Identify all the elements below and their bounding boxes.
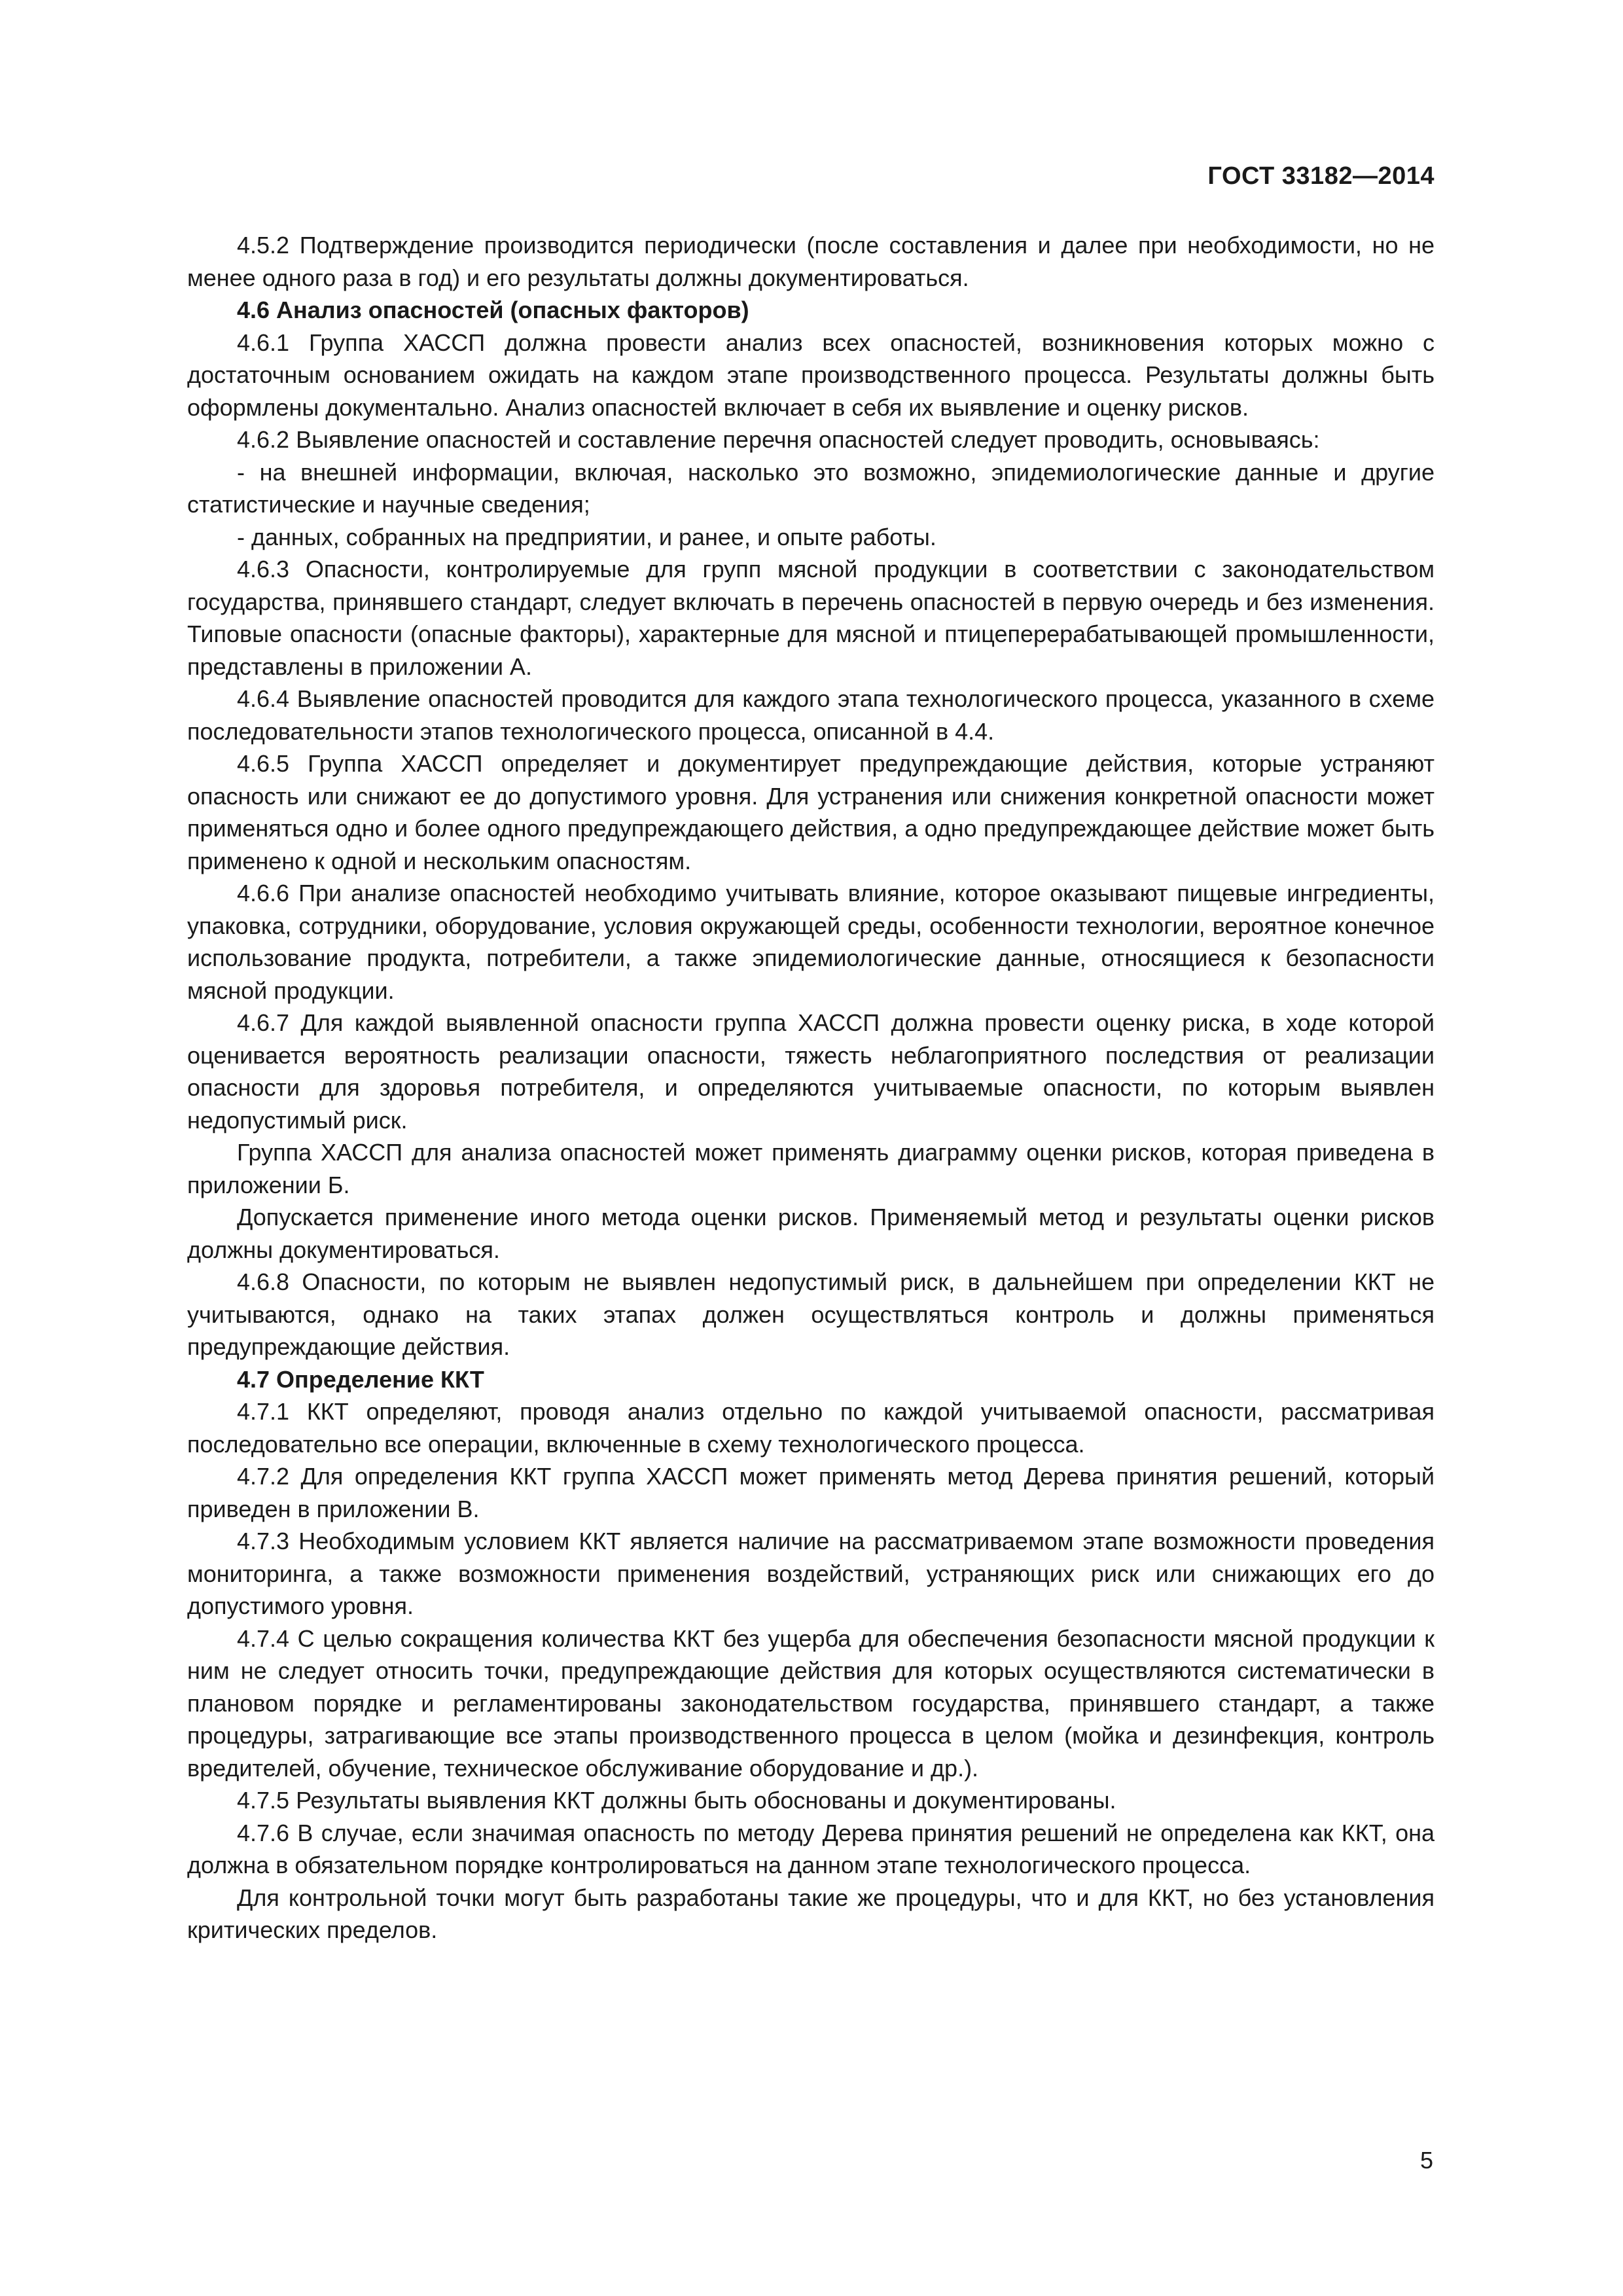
paragraph-4-7-5: 4.7.5 Результаты выявления ККТ должны быть обоснованы и документированы.	[237, 1787, 1116, 1814]
paragraph-4-7-1: 4.7.1 ККТ определяют, проводя анализ отдельно по каждой учитываемой опасности, рассматривая последовательно все операции, включенные в схему технологического процесса.	[187, 1398, 1435, 1458]
section-heading-4-7: 4.7 Определение ККТ	[237, 1365, 484, 1393]
paragraph-4-6-7-other-method: Допускается применение иного метода оценки рисков. Применяемый метод и результаты оценки рисков должны документироваться.	[187, 1204, 1435, 1263]
paragraph-4-6-6: 4.6.6 При анализе опасностей необходимо учитывать влияние, которое оказывают пищевые ингредиенты, упаковка, сотрудники, оборудование, условия окружающей среды, особенности технологии, вероятное конечное использование продукта, потребители, а также эпидемиологические данные, относящиеся к безопасности мясной продукции.	[187, 880, 1435, 1004]
section-heading-4-6: 4.6 Анализ опасностей (опасных факторов)	[237, 296, 749, 323]
paragraph-4-6-2: 4.6.2 Выявление опасностей и составление перечня опасностей следует проводить, основываясь:	[237, 426, 1320, 453]
paragraph-4-6-1: 4.6.1 Группа ХАССП должна провести анализ всех опасностей, возникновения которых можно с достаточным основанием ожидать на каждом этапе производственного процесса. Результаты должны быть оформлены документально. Анализ опасностей включает в себя их выявление и оценку рисков.	[187, 329, 1435, 421]
list-item-external-info: - на внешней информации, включая, насколько это возможно, эпидемиологические данные и другие статистические и научные сведения;	[187, 458, 1435, 518]
paragraph-4-6-8: 4.6.8 Опасности, по которым не выявлен недопустимый риск, в дальнейшем при определении ККТ не учитываются, однако на таких этапах должен осуществляться контроль и должны применяться предупреждающие действия.	[187, 1268, 1435, 1360]
paragraph-4-6-7: 4.6.7 Для каждой выявленной опасности группа ХАССП должна провести оценку риска, в ходе которой оценивается вероятность реализации опасности, тяжесть неблагоприятного последствия от реализации опасности для здоровья потребителя, и определяются учитываемые опасности, по которым выявлен недопустимый риск.	[187, 1009, 1435, 1134]
page-number: 5	[1419, 2147, 1433, 2174]
paragraph-4-5-2: 4.5.2 Подтверждение производится периодически (после составления и далее при необходимости, но не менее одного раза в год) и его результаты должны документироваться.	[187, 232, 1435, 291]
paragraph-4-7-2: 4.7.2 Для определения ККТ группа ХАССП может применять метод Дерева принятия решений, который приведен в приложении В.	[187, 1463, 1435, 1522]
paragraph-4-7-3: 4.7.3 Необходимым условием ККТ является наличие на рассматриваемом этапе возможности проведения мониторинга, а также возможности применения воздействий, устраняющих риск или снижающих его до допустимого уровня.	[187, 1528, 1435, 1619]
paragraph-4-6-7-risk-diagram: Группа ХАССП для анализа опасностей может применять диаграмму оценки рисков, которая приведена в приложении Б.	[187, 1139, 1435, 1198]
list-item-internal-data: - данных, собранных на предприятии, и ранее, и опыте работы.	[237, 523, 936, 550]
document-body	[187, 229, 1435, 1946]
paragraph-4-7-4: 4.7.4 С целью сокращения количества ККТ без ущерба для обеспечения безопасности мясной продукции к ним не следует относить точки, предупреждающие действия для которых осуществляются систематически в плановом порядке и регламентированы законодательством государства, принявшего стандарт, а также процедуры, затрагивающие все этапы производственного процесса в целом (мойка и дезинфекция, контроль вредителей, обучение, техническое обслуживание оборудование и др.).	[187, 1624, 1435, 1782]
paragraph-4-6-4: 4.6.4 Выявление опасностей проводится для каждого этапа технологического процесса, указанного в схеме последовательности этапов технологического процесса, описанной в 4.4.	[187, 685, 1435, 745]
document-code-header: ГОСТ 33182—2014	[1207, 162, 1435, 190]
paragraph-4-6-3: 4.6.3 Опасности, контролируемые для групп мясной продукции в соответствии с законодательством государства, принявшего стандарт, следует включать в перечень опасностей в первую очередь и без изменения. Типовые опасности (опасные факторы), характерные для мясной и птицеперерабатывающей промышленности, представлены в приложении А.	[187, 556, 1435, 680]
paragraph-4-7-6-control-point: Для контрольной точки могут быть разработаны такие же процедуры, что и для ККТ, но без установления критических пределов.	[187, 1884, 1435, 1943]
paragraph-4-7-6: 4.7.6 В случае, если значимая опасность по методу Дерева принятия решений не определена как ККТ, она должна в обязательном порядке контролироваться на данном этапе технологического процесса.	[187, 1819, 1435, 1878]
paragraph-4-6-5: 4.6.5 Группа ХАССП определяет и документирует предупреждающие действия, которые устраняют опасность или снижают ее до допустимого уровня. Для устранения или снижения конкретной опасности может применяться одно и более одного предупреждающего действия, а одно предупреждающее действие может быть применено к одной и нескольким опасностям.	[187, 750, 1435, 874]
